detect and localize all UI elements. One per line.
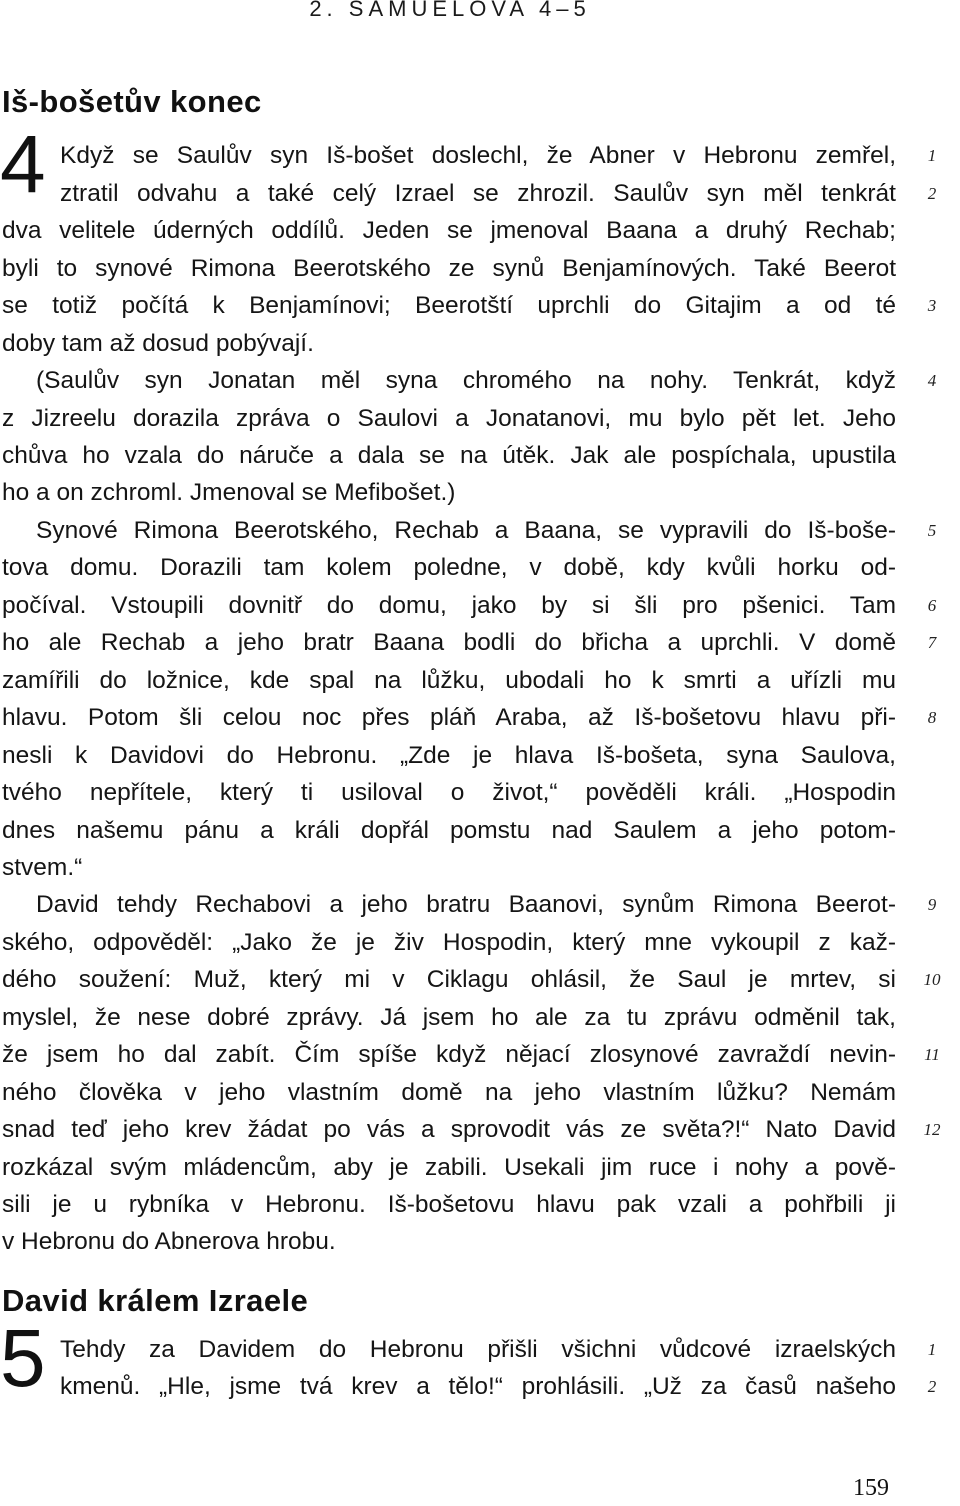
text-line: tova domu. Dorazili tam kolem poledne, v době, kdy kvůli horku od- — [2, 554, 896, 581]
text-line: chůva ho vzala do náruče a dala se na útěk. Jak ale pospíchala, upustila — [2, 442, 896, 469]
section-title-is-boset: Iš-bošetův konec — [2, 84, 262, 119]
text-line: že jsem ho dal zabít. Čím spíše když nějací zlosynové zavraždí nevin- — [2, 1041, 896, 1068]
text-line: ztratil odvahu a také celý Izrael se zhrozil. Saulův syn měl tenkrát — [60, 180, 896, 207]
text-line: myslel, že nese dobré zprávy. Já jsem ho ale za tu zprávu odměnil tak, — [2, 1004, 896, 1031]
verse-number: 2 — [927, 184, 937, 203]
text-line: ného člověka v jeho vlastním domě na jeho vlastním lůžku? Nemám — [2, 1079, 896, 1106]
verse-number: 3 — [927, 296, 937, 315]
section-title-david-kralem: David králem Izraele — [2, 1283, 309, 1318]
text-line: v Hebronu do Abnerova hrobu. — [2, 1228, 336, 1255]
verse-number: 1 — [927, 146, 937, 165]
text-line: kmenů. „Hle, jsme tvá krev a tělo!“ prohlásili. „Už za časů našeho — [60, 1373, 896, 1400]
verse-number: 2 — [927, 1377, 937, 1396]
verse-number: 9 — [927, 895, 937, 914]
text-line: dnes našemu pánu a králi dopřál pomstu nad Saulem a jeho potom- — [2, 817, 896, 844]
text-line: hlavu. Potom šli celou noc přes pláň Araba, až Iš-bošetovu hlavu při- — [2, 704, 896, 731]
verse-number: 7 — [927, 633, 937, 652]
text-line: dého soužení: Muž, který mi v Ciklagu ohlásil, že Saul je mrtev, si — [2, 966, 896, 993]
verse-number: 5 — [927, 521, 937, 540]
verse-number: 1 — [927, 1340, 937, 1359]
text-line: stvem.“ — [2, 854, 83, 881]
text-line: rozkázal svým mládencům, aby je zabili. Usekali jim ruce i nohy a pově- — [2, 1154, 896, 1181]
running-head: 2. SAMUELOVA 4–5 — [309, 0, 591, 21]
text-line: David tehdy Rechabovi a jeho bratru Baanovi, synům Rimona Beerot- — [36, 891, 896, 918]
verse-number: 10 — [923, 970, 941, 989]
text-line: ského, odpověděl: „Jako že je živ Hospodin, který mne vykoupil z kaž- — [2, 929, 896, 956]
verse-number: 6 — [927, 596, 937, 615]
text-line: nesli k Davidovi do Hebronu. „Zde je hlava Iš-bošeta, syna Saulova, — [2, 742, 896, 769]
chapter-number-5: 5 — [0, 1313, 46, 1404]
text-line: doby tam až dosud pobývají. — [2, 330, 314, 357]
text-line: zamířili do ložnice, kde spal na lůžku, ubodali ho k smrti a uřízli mu — [2, 667, 896, 694]
verse-number: 11 — [924, 1045, 940, 1064]
verse-number: 4 — [927, 371, 937, 390]
chapter-number-4: 4 — [0, 119, 46, 210]
verse-number: 12 — [923, 1120, 941, 1139]
text-line: z Jizreelu dorazila zpráva o Saulovi a Jonatanovi, mu bylo pět let. Jeho — [2, 405, 896, 432]
text-line: počíval. Vstoupili dovnitř do domu, jako by si šli pro pšenici. Tam — [2, 592, 896, 619]
verse-number: 8 — [927, 708, 937, 727]
text-line: Synové Rimona Beerotského, Rechab a Baana, se vypravili do Iš-boše- — [36, 517, 896, 544]
text-line: ho a on zchroml. Jmenoval se Mefibošet.) — [2, 479, 456, 506]
text-line: sili je u rybníka v Hebronu. Iš-bošetovu hlavu pak vzali a pohřbili ji — [2, 1191, 896, 1218]
text-line: dva velitele úderných oddílů. Jeden se jmenoval Baana a druhý Rechab; — [2, 217, 896, 244]
page-number: 159 — [853, 1475, 889, 1501]
text-line: byli to synové Rimona Beerotského ze synů Benjamínových. Také Beerot — [2, 255, 896, 282]
text-line: snad teď jeho krev žádat po vás a sprovodit vás ze světa?!“ Nato David — [2, 1116, 896, 1143]
text-line: ho ale Rechab a jeho bratr Baana bodli do břicha a uprchli. V domě — [2, 629, 896, 656]
text-line: tvého nepřítele, který ti usiloval o život,“ pověděli králi. „Hospodin — [2, 779, 896, 806]
text-line: Když se Saulův syn Iš-bošet doslechl, že Abner v Hebronu zemřel, — [60, 142, 896, 169]
text-line: Tehdy za Davidem do Hebronu přišli všichni vůdcové izraelských — [60, 1336, 896, 1363]
text-line: se totiž počítá k Benjamínovi; Beerotští uprchli do Gitajim a od té — [2, 292, 896, 319]
text-line: (Saulův syn Jonatan měl syna chromého na nohy. Tenkrát, když — [36, 367, 896, 394]
